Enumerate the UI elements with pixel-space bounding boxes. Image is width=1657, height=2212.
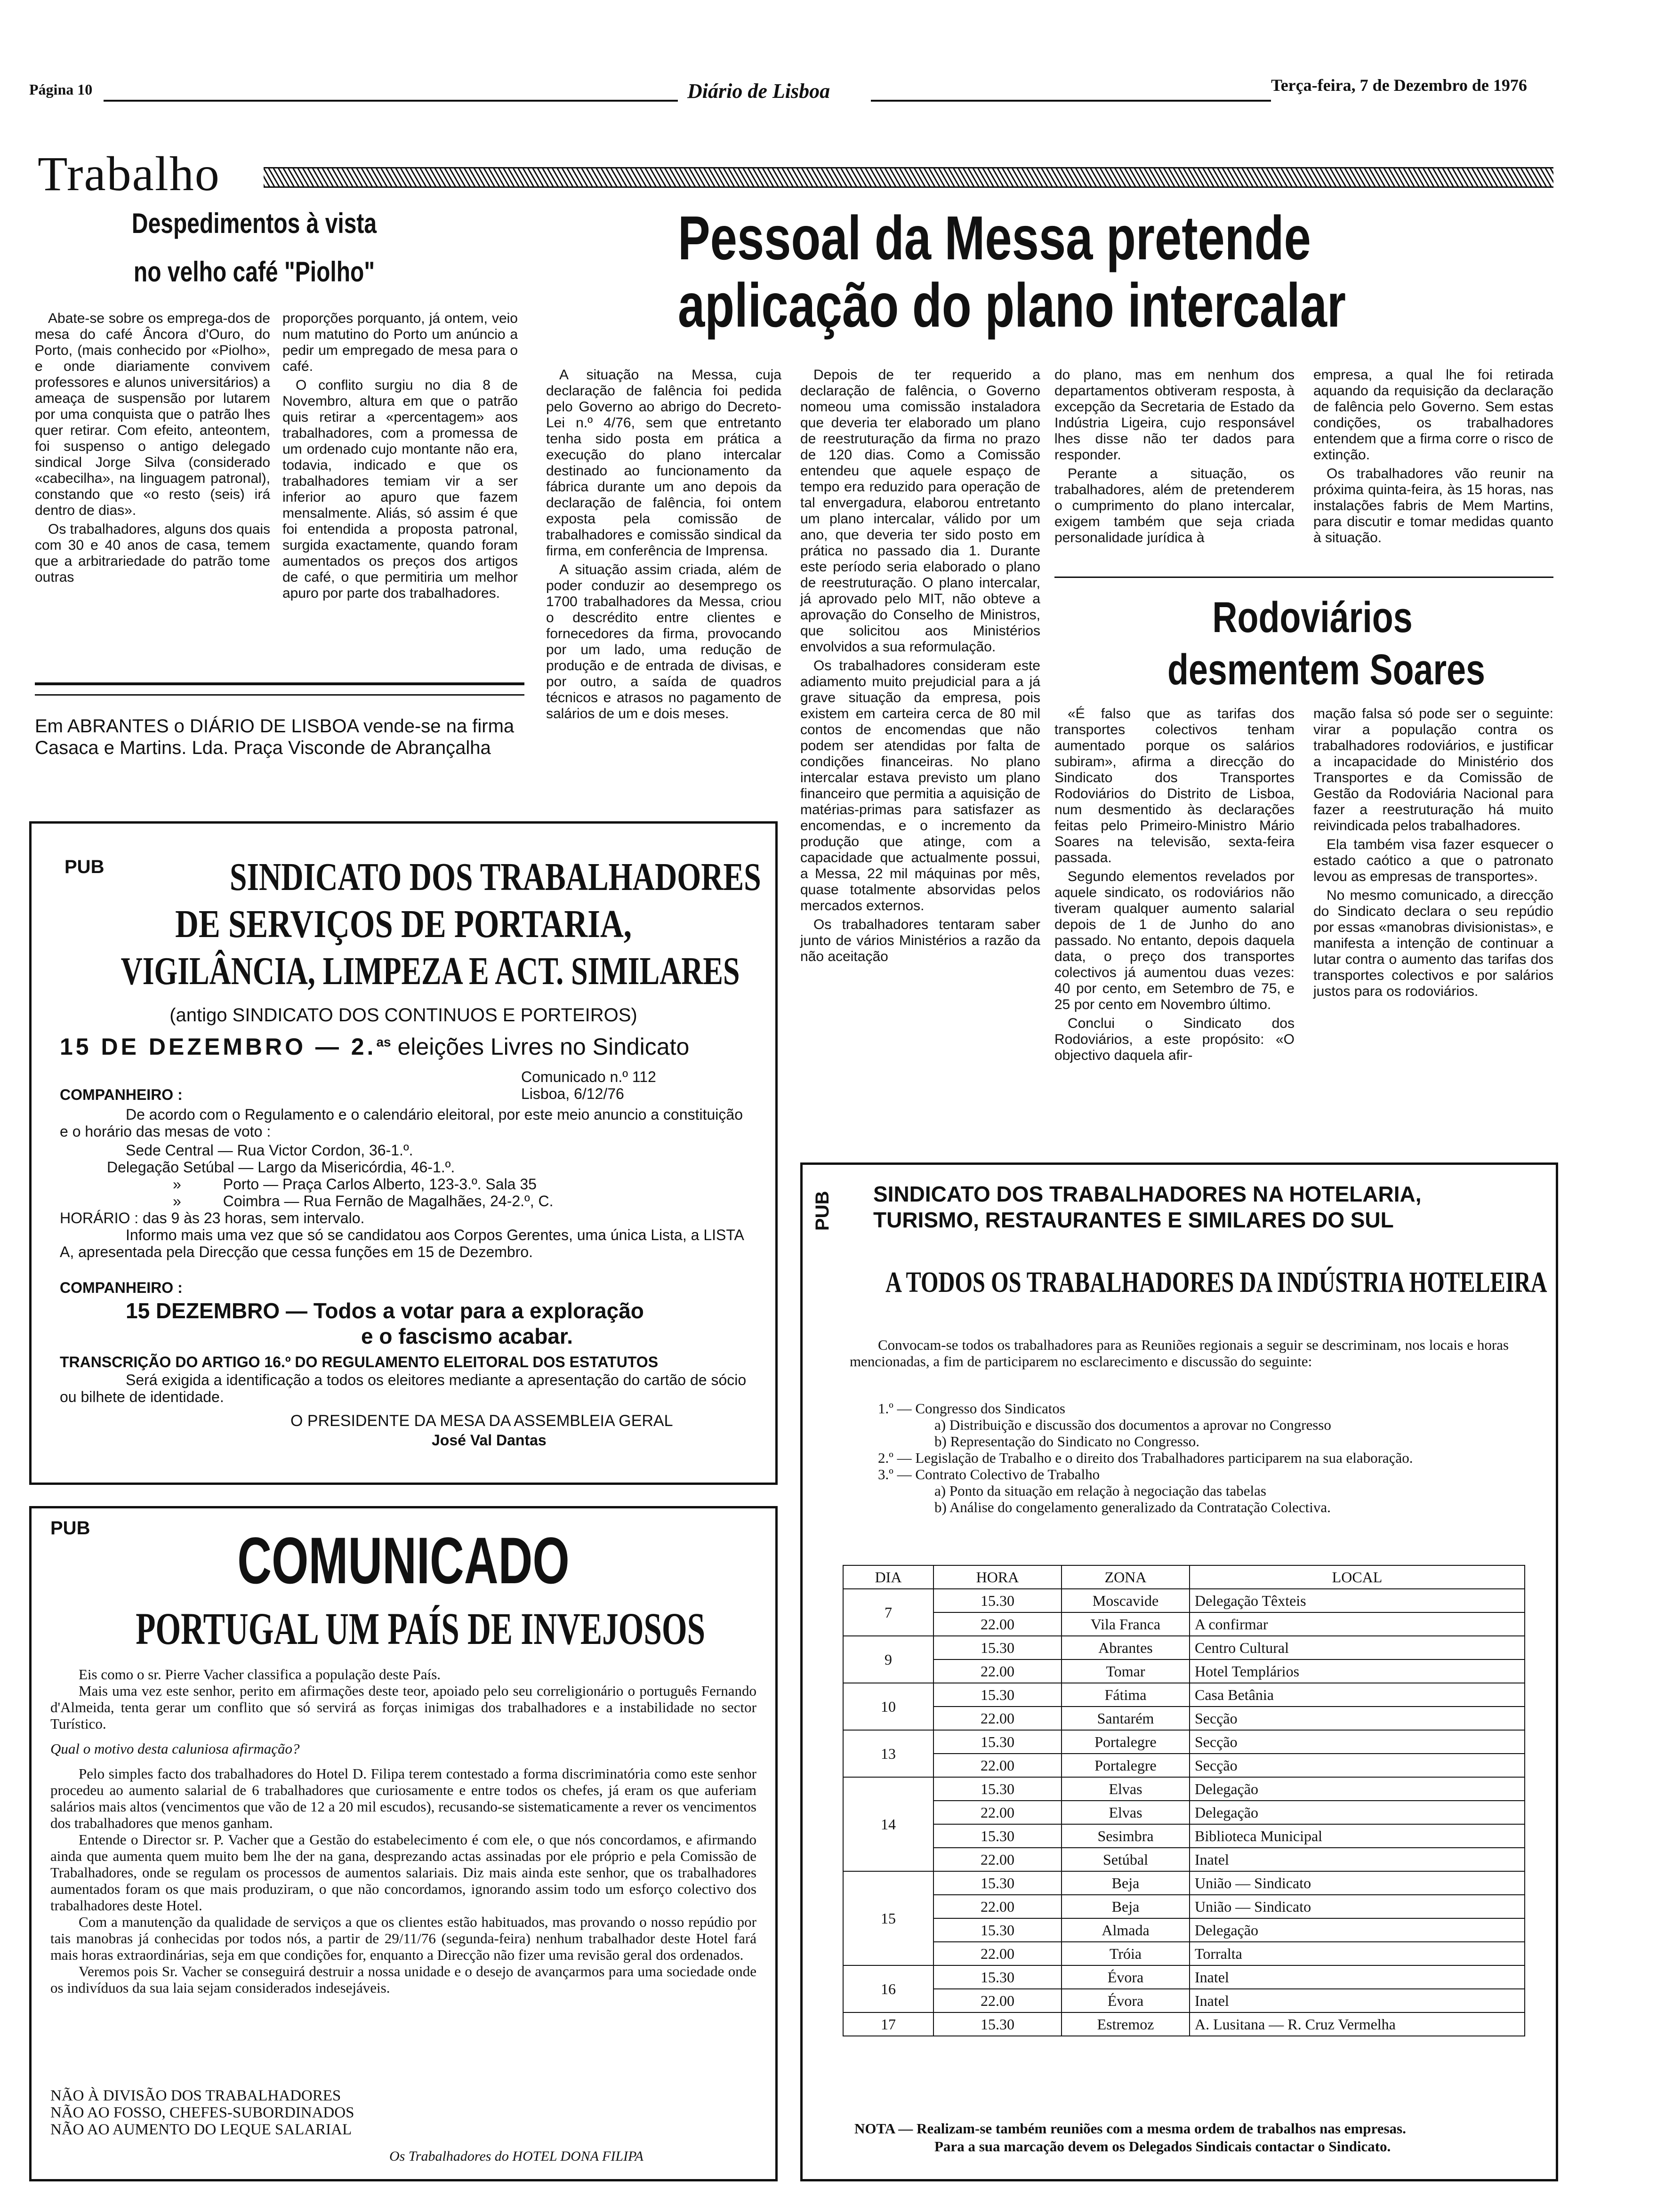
messa-paragraph: Os trabalhadores tentaram saber junto de vários Ministérios a razão da não aceitação <box>800 917 1040 964</box>
messa-paragraph: Depois de ter requerido a declaração de falência, o Governo nomeou uma comissão instaladora que deveria ter elaborado um plano de reestruturação da firma no prazo de 120 dias. Como a Comissão entendeu que aquele espaço de tempo era reduzido para operação de tal envergadura, elaborou entretanto um plano intercalar, válido por um ano, que deveria ter sido posto em prática no passado dia 1. Durante este período seria elaborado o plano de reestruturação. O plano intercalar, já aprovado pelo MIT, não obteve a aprovação do Conselho de Ministros, que solicitou aos Ministérios envolvidos a sua reformulação. <box>800 367 1040 655</box>
hotelaria-item: 3.º — Contrato Colectivo de Trabalho <box>878 1466 1100 1483</box>
schedule-zone-cell: Évora <box>1062 1965 1190 1989</box>
schedule-header-row <box>843 1565 1525 1589</box>
schedule-zone-cell: Setúbal <box>1062 1848 1190 1871</box>
messa-paragraph: do plano, mas em nenhum dos departamentos obtiveram resposta, à excepção da Secretaria de Estado da Indústria Ligeira, cujo responsável lhes disse não ter dados para responder. <box>1054 367 1295 463</box>
table-row <box>843 1871 1525 1895</box>
schedule-day-cell: 15 <box>843 1871 933 1965</box>
portaria-title-3: VIGILÂNCIA, LIMPEZA E ACT. SIMILARES <box>121 949 740 993</box>
messa-headline <box>678 202 1478 341</box>
schedule-table <box>843 1565 1525 2036</box>
comunicado-slogan: NÃO À DIVISÃO DOS TRABALHADORES <box>50 2087 341 2104</box>
messa-paragraph: Perante a situação, os trabalhadores, além de pretenderem o cumprimento do plano intercalar, exigem também que seja criada personalidade jurídica à <box>1054 466 1295 545</box>
table-row <box>843 1895 1525 1918</box>
portaria-vote-1: 15 DEZEMBRO — Todos a votar para a exploração <box>126 1298 644 1323</box>
schedule-day-cell: 16 <box>843 1965 933 2012</box>
schedule-hour-cell: 22.00 <box>933 1895 1062 1918</box>
comunicado-body <box>50 1666 756 1996</box>
schedule-local-cell: Inatel <box>1190 1965 1525 1989</box>
piolho-column-2 <box>282 311 518 604</box>
portaria-delegacao-1: Delegação Setúbal — Largo da Misericórdia, 46-1.º. <box>107 1159 455 1176</box>
portaria-title-2: DE SERVIÇOS DE PORTARIA, <box>175 902 632 946</box>
table-row <box>843 1707 1525 1730</box>
piolho-column-1 <box>35 311 270 588</box>
comunicado-paragraph: Com a manutenção da qualidade de serviços a que os clientes estão habituados, mas provando o nosso repúdio por tais manobras já conhecidas por todos nós, a partir de 29/11/76 (segunda-feira) nenhum trabalhador deste Hotel fará mais horas extraordinárias, seja em que condições for, enquanto a Direcção não fizer uma revisão geral dos ordenados. <box>50 1914 756 1963</box>
schedule-local-cell: A confirmar <box>1190 1612 1525 1636</box>
schedule-zone-cell: Fátima <box>1062 1683 1190 1707</box>
page-date: Terça-feira, 7 de Dezembro de 1976 <box>1271 76 1527 95</box>
rodoviarios-headline-line2: desmentem Soares <box>1167 646 1485 694</box>
messa-paragraph: A situação na Messa, cuja declaração de falência foi pedida pelo Governo ao abrigo do Decreto-Lei n.º 4/76, sem que entretanto tenha sido posta em prática a execução do plano intercalar destinado ao funcionamento da fábrica durante um ano depois da declaração de falência, foi ontem exposta pela comissão de trabalhadores e comissão sindical da firma, em conferência de Imprensa. <box>546 367 781 559</box>
schedule-hour-cell: 22.00 <box>933 1989 1062 2012</box>
header-rule-left <box>104 100 678 102</box>
messa-column-1 <box>546 367 781 725</box>
portaria-subtitle: (antigo SINDICATO DOS CONTINUOS E PORTEIROS) <box>169 1005 637 1026</box>
hotelaria-items <box>878 1400 1518 1515</box>
schedule-local-cell: Delegação <box>1190 1801 1525 1824</box>
schedule-header-cell: DIA <box>843 1565 933 1589</box>
table-row <box>843 1989 1525 2012</box>
schedule-local-cell: A. Lusitana — R. Cruz Vermelha <box>1190 2012 1525 2036</box>
schedule-hour-cell: 22.00 <box>933 1707 1062 1730</box>
schedule-hour-cell: 15.30 <box>933 1965 1062 1989</box>
table-row <box>843 2012 1525 2036</box>
portaria-transcricao: TRANSCRIÇÃO DO ARTIGO 16.º DO REGULAMENTO ELEITORAL DOS ESTATUTOS <box>60 1354 659 1370</box>
schedule-local-cell: Inatel <box>1190 1848 1525 1871</box>
messa-paragraph: A situação assim criada, além de poder conduzir ao desemprego os 1700 trabalhadores da Messa, criou o descrédito entre clientes e fornecedores da firma, provocando por um lado, uma redução de produção e de entrada de divisas, e por outro, a saída de quadros técnicos e atrasos no pagamento de salários de um e dois meses. <box>546 562 781 721</box>
schedule-zone-cell: Estremoz <box>1062 2012 1190 2036</box>
rodoviarios-paragraph: Conclui o Sindicato dos Rodoviários, a este propósito: «O objectivo daquela afir- <box>1054 1016 1295 1063</box>
schedule-zone-cell: Sesimbra <box>1062 1824 1190 1848</box>
schedule-hour-cell: 22.00 <box>933 1848 1062 1871</box>
comunicado-paragraph: Pelo simples facto dos trabalhadores do Hotel D. Filipa terem contestado a forma discriminatória como este senhor procedeu ao aumento salarial de 6 trabalhadores que curiosamente e entre todos os chefes, já eram os que auferiam salários mais altos (vencimentos que vão de 12 a 20 mil escudos), recusando-se sistematicamente a rever os vencimentos dos trabalhadores que menos ganham. <box>50 1765 756 1831</box>
header-rule-right <box>871 100 1271 102</box>
messa-paragraph: Os trabalhadores consideram este adiamento muito prejudicial para a já grave situação da empresa, pois existem em carteira cerca de 80 mil contos de encomendas que não podem ser atendidas por falta de condições financeiras. No plano intercalar estava previsto um plano financeiro que permitia a aquisição de matérias-primas para satisfazer as encomendas, e o incremento da produção que atinge, com a capacidade que actualmente possui, a Messa, 22 mil máquinas por mês, quase totalmente absorvidas pelos mercados externos. <box>800 658 1040 914</box>
messa-column-2 <box>800 367 1040 968</box>
table-row <box>843 1942 1525 1965</box>
piolho-end-rule <box>35 682 524 685</box>
piolho-end-rule-thin <box>35 694 524 696</box>
comunicado-question: Qual o motivo desta caluniosa afirmação? <box>50 1740 300 1757</box>
comunicado-signature: Os Trabalhadores do HOTEL DONA FILIPA <box>389 2148 643 2164</box>
comunicado-title: COMUNICADO <box>237 1523 570 1597</box>
portaria-date-b: eleições Livres no Sindicato <box>391 1034 690 1060</box>
portaria-ad <box>29 821 778 1485</box>
schedule-local-cell: Torralta <box>1190 1942 1525 1965</box>
schedule-zone-cell: Moscavide <box>1062 1589 1190 1612</box>
table-row <box>843 1801 1525 1824</box>
rodoviarios-column-2 <box>1313 706 1553 1002</box>
schedule-local-cell: Inatel <box>1190 1989 1525 2012</box>
schedule-local-cell: Secção <box>1190 1754 1525 1777</box>
schedule-day-cell: 7 <box>843 1589 933 1636</box>
schedule-header-cell: HORA <box>933 1565 1062 1589</box>
schedule-zone-cell: Tróia <box>1062 1942 1190 1965</box>
comunicado-slogan: NÃO AO FOSSO, CHEFES-SUBORDINADOS <box>50 2104 354 2121</box>
schedule-day-cell: 10 <box>843 1683 933 1730</box>
table-row <box>843 1683 1525 1707</box>
hotelaria-intro: Convocam-se todos os trabalhadores para as Reuniões regionais a seguir se descriminam, nos locais e horas mencionadas, a fim de participarem no esclarecimento e discussão do seguinte: <box>850 1337 1509 1370</box>
table-row <box>843 1824 1525 1848</box>
portaria-president: O PRESIDENTE DA MESA DA ASSEMBLEIA GERAL <box>290 1412 673 1430</box>
schedule-local-cell: Secção <box>1190 1707 1525 1730</box>
table-row <box>843 1636 1525 1659</box>
pub-label-vertical: PUB <box>812 1191 833 1231</box>
piolho-paragraph: O conflito surgiu no dia 8 de Novembro, altura em que o patrão quis retirar a «percentagem» aos trabalhadores, com a promessa de um ordenado cujo montante não era, todavia, indicado e que os trabalhadores temiam vir a ser inferior ao apuro que fazem mensalmente. Aliás, só assim é que foi entendida a proposta patronal, surgida exactamente, quando foram aumentados os preços dos artigos de café, o que permitiria um melhor apuro por parte dos trabalhadores. <box>282 377 518 601</box>
piolho-headline <box>122 207 452 288</box>
pub-label: PUB <box>50 1518 90 1539</box>
portaria-delegacao-3: » Coimbra — Rua Fernão de Magalhães, 24-2.º, C. <box>173 1193 554 1210</box>
portaria-companheiro: COMPANHEIRO : <box>60 1086 183 1103</box>
table-row <box>843 1730 1525 1754</box>
masthead: Diário de Lisboa <box>687 80 830 103</box>
schedule-local-cell: Delegação Têxteis <box>1190 1589 1525 1612</box>
hotelaria-item: 1.º — Congresso dos Sindicatos <box>878 1400 1065 1417</box>
portaria-date-a: 15 DE DEZEMBRO — 2. <box>60 1034 377 1060</box>
rodoviarios-paragraph: Segundo elementos revelados por aquele sindicato, os rodoviários não tiveram qualquer aumento salarial depois de 1 de Junho do ano passado. No entanto, depois daquela data, o preço dos transportes colectivos já aumentou duas vezes: 40 por cento, em Setembro de 75, e 25 por cento em Novembro último. <box>1054 869 1295 1012</box>
hotelaria-nota-2: Para a sua marcação devem os Delegados Sindicais contactar o Sindicato. <box>934 2138 1391 2155</box>
schedule-day-cell: 14 <box>843 1777 933 1871</box>
schedule-local-cell: União — Sindicato <box>1190 1895 1525 1918</box>
schedule-hour-cell: 15.30 <box>933 2012 1062 2036</box>
rodoviarios-headline-line1: Rodoviários <box>1212 593 1413 641</box>
schedule-body <box>843 1589 1525 2036</box>
comunicado-paragraph: Eis como o sr. Pierre Vacher classifica a população deste País. <box>79 1666 441 1683</box>
schedule-zone-cell: Elvas <box>1062 1777 1190 1801</box>
schedule-hour-cell: 15.30 <box>933 1777 1062 1801</box>
schedule-local-cell: Hotel Templários <box>1190 1659 1525 1683</box>
messa-paragraph: empresa, a qual lhe foi retirada aquando da requisição da declaração de falência pelo Governo. Sem estas condições, os trabalhadores entendem que a firma corre o risco de extinção. <box>1313 367 1553 463</box>
table-row <box>843 1754 1525 1777</box>
messa-column-4 <box>1313 367 1553 549</box>
table-row <box>843 1659 1525 1683</box>
hotelaria-item: a) Ponto da situação em relação à negociação das tabelas <box>934 1483 1266 1499</box>
schedule-zone-cell: Almada <box>1062 1918 1190 1942</box>
schedule-hour-cell: 22.00 <box>933 1612 1062 1636</box>
schedule-local-cell: Centro Cultural <box>1190 1636 1525 1659</box>
schedule-hour-cell: 22.00 <box>933 1801 1062 1824</box>
rodoviarios-column-1 <box>1054 706 1295 1066</box>
portaria-place-date: Lisboa, 6/12/76 <box>521 1085 624 1102</box>
schedule-zone-cell: Beja <box>1062 1895 1190 1918</box>
schedule-header-cell: LOCAL <box>1190 1565 1525 1589</box>
comunicado-slogan: NÃO AO AUMENTO DO LEQUE SALARIAL <box>50 2121 352 2138</box>
hotelaria-nota-1: NOTA — Realizam-se também reuniões com a mesma ordem de trabalhos nas empresas. <box>854 2120 1406 2137</box>
schedule-header-cell: ZONA <box>1062 1565 1190 1589</box>
schedule-local-cell: União — Sindicato <box>1190 1871 1525 1895</box>
hotelaria-title-1: SINDICATO DOS TRABALHADORES NA HOTELARIA, <box>873 1182 1422 1206</box>
comunicado-paragraph: Mais uma vez este senhor, perito em afirmações deste teor, apoiado pelo seu correligionário o português Fernando d'Almeida, tenta gerar um conflito que só servirá as forças inimigas dos trabalhadores e a instabilidade no sector Turístico. <box>50 1683 756 1732</box>
table-row <box>843 1848 1525 1871</box>
schedule-zone-cell: Portalegre <box>1062 1754 1190 1777</box>
portaria-vote-2: e o fascismo acabar. <box>361 1324 573 1348</box>
pub-label: PUB <box>64 857 105 877</box>
comunicado-paragraph: Entende o Director sr. P. Vacher que a Gestão do estabelecimento é com ele, o que nós concordamos, e afirmando ainda que aumenta quem muito bem lhe der na gana, desprezando actas assinadas por ele próprio e pela Comissão de Trabalhadores, onde se regulam os processos de aumentos salariais. Diz mais ainda este senhor, que os trabalhadores aumentados foram os que mais produziram, o que não concordamos, ignorando assim todo um esforço colectivo dos trabalhadores deste Hotel. <box>50 1831 756 1914</box>
portaria-horario: HORÁRIO : das 9 às 23 horas, sem intervalo. <box>60 1210 365 1226</box>
rodoviarios-paragraph: «É falso que as tarifas dos transportes colectivos tenham aumentado porque os salários subiram», afirma a direcção do Sindicato dos Transportes Rodoviários do Distrito de Lisboa, num desmentido às declarações feitas pelo Primeiro-Ministro Mário Soares na televisão, sexta-feira passada. <box>1054 706 1295 866</box>
rodoviarios-paragraph: No mesmo comunicado, a direcção do Sindicato declara o seu repúdio por essas «manobras divisionistas», e manifesta a intenção de continuar a lutar contra o aumento das tarifas dos transportes colectivos e por salários justos para os rodoviários. <box>1313 888 1553 999</box>
schedule-hour-cell: 15.30 <box>933 1730 1062 1754</box>
rodoviarios-paragraph: Ela também visa fazer esquecer o estado caótico a que o patronato levou as empresas de transportes». <box>1313 837 1553 884</box>
messa-headline-line1: Pessoal da Messa pretende <box>678 203 1311 272</box>
schedule-hour-cell: 15.30 <box>933 1636 1062 1659</box>
messa-end-rule <box>1054 577 1553 578</box>
schedule-zone-cell: Santarém <box>1062 1707 1190 1730</box>
schedule-hour-cell: 15.30 <box>933 1683 1062 1707</box>
schedule-hour-cell: 15.30 <box>933 1589 1062 1612</box>
portaria-comunicado: Comunicado n.º 112 <box>521 1068 656 1085</box>
schedule-day-cell: 9 <box>843 1636 933 1683</box>
table-row <box>843 1589 1525 1612</box>
schedule-zone-cell: Beja <box>1062 1871 1190 1895</box>
hotelaria-title-2: TURISMO, RESTAURANTES E SIMILARES DO SUL <box>873 1208 1394 1232</box>
comunicado-ad <box>29 1506 778 2181</box>
portaria-companheiro-2: COMPANHEIRO : <box>60 1279 183 1296</box>
hotelaria-item: a) Distribuição e discussão dos documentos a aprovar no Congresso <box>934 1417 1331 1433</box>
table-row <box>843 1918 1525 1942</box>
schedule-day-cell: 17 <box>843 2012 933 2036</box>
schedule-hour-cell: 15.30 <box>933 1871 1062 1895</box>
messa-headline-line2: aplicação do plano intercalar <box>678 271 1346 340</box>
schedule-zone-cell: Vila Franca <box>1062 1612 1190 1636</box>
schedule-hour-cell: 15.30 <box>933 1824 1062 1848</box>
portaria-para2: Informo mais uma vez que só se candidatou aos Corpos Gerentes, uma única Lista, a LISTA A, apresentada pela Direcção que cessa funções em 15 de Dezembro. <box>60 1226 744 1260</box>
hotelaria-item: 2.º — Legislação de Trabalho e o direito dos Trabalhadores participarem na sua elaboração. <box>878 1450 1413 1466</box>
table-row <box>843 1612 1525 1636</box>
piolho-headline-line1: Despedimentos à vista <box>131 208 377 239</box>
schedule-local-cell: Delegação <box>1190 1777 1525 1801</box>
schedule-zone-cell: Portalegre <box>1062 1730 1190 1754</box>
schedule-zone-cell: Évora <box>1062 1989 1190 2012</box>
portaria-title-1: SINDICATO DOS TRABALHADORES <box>230 855 761 899</box>
portaria-signature: José Val Dantas <box>432 1432 547 1449</box>
page-number: Página 10 <box>29 81 93 98</box>
portaria-date-line <box>60 1033 689 1060</box>
messa-paragraph: Os trabalhadores vão reunir na próxima quinta-feira, às 15 horas, nas instalações fabris de Mem Martins, para discutir e tomar medidas quanto à situação. <box>1313 466 1553 545</box>
piolho-paragraph: Os trabalhadores, alguns dos quais com 30 e 40 anos de casa, temem que a arbitrariedade do patrão tome outras <box>35 521 270 585</box>
table-row <box>843 1777 1525 1801</box>
comunicado-paragraph: Veremos pois Sr. Vacher se conseguirá destruir a nossa unidade e o desejo de avançarmos para uma sociedade onde os indivíduos da sua laia sejam considerados indesejáveis. <box>50 1963 756 1996</box>
portaria-sede: Sede Central — Rua Victor Cordon, 36-1.º. <box>126 1142 413 1159</box>
hotelaria-headline: A TODOS OS TRABALHADORES DA INDÚSTRIA HOTELEIRA <box>885 1266 1547 1298</box>
schedule-local-cell: Casa Betânia <box>1190 1683 1525 1707</box>
portaria-delegacao-2: » Porto — Praça Carlos Alberto, 123-3.º. Sala 35 <box>173 1176 537 1193</box>
schedule-hour-cell: 22.00 <box>933 1659 1062 1683</box>
schedule-zone-cell: Elvas <box>1062 1801 1190 1824</box>
comunicado-subtitle: PORTUGAL UM PAÍS DE INVEJOSOS <box>136 1603 706 1654</box>
schedule-hour-cell: 22.00 <box>933 1942 1062 1965</box>
hotelaria-item: b) Representação do Sindicato no Congresso. <box>934 1433 1200 1450</box>
portaria-date-sup: as <box>376 1034 391 1050</box>
portaria-para1: De acordo com o Regulamento e o calendário eleitoral, por este meio anuncio a constituição e o horário das mesas de voto : <box>60 1106 743 1140</box>
schedule-local-cell: Secção <box>1190 1730 1525 1754</box>
rodoviarios-paragraph: mação falsa só pode ser o seguinte: virar a população contra os trabalhadores rodoviários, e justificar a incapacidade do Ministério dos Transportes e da Comissão de Gestão da Rodoviária Nacional para fazer a reestruturação há muito reivindicada pelos trabalhadores. <box>1313 706 1553 834</box>
table-row <box>843 1965 1525 1989</box>
piolho-headline-line2: no velho café "Piolho" <box>133 256 375 288</box>
schedule-local-cell: Biblioteca Municipal <box>1190 1824 1525 1848</box>
hotelaria-item: b) Análise do congelamento generalizado da Contratação Colectiva. <box>934 1499 1331 1515</box>
piolho-paragraph: Abate-se sobre os emprega-dos de mesa do café Âncora d'Ouro, do Porto, (mais conhecido por «Piolho», e onde diariamente convivem professores e alunos universitários) a ameaça de suspensão por lutarem por uma conquista que o patrão lhes quer retirar. Com efeito, anteontem, foi suspenso o antigo delegado sindical Jorge Silva (considerado «cabecilha», na linguagem patronal), constando que «o resto (seis) irá dentro de dias». <box>35 311 270 518</box>
messa-column-3 <box>1054 367 1295 549</box>
schedule-day-cell: 13 <box>843 1730 933 1777</box>
schedule-hour-cell: 15.30 <box>933 1918 1062 1942</box>
section-title: Trabalho <box>38 147 220 201</box>
schedule-zone-cell: Tomar <box>1062 1659 1190 1683</box>
schedule-local-cell: Delegação <box>1190 1918 1525 1942</box>
abrantes-notice: Em ABRANTES o DIÁRIO DE LISBOA vende-se na firma Casaca e Martins. Lda. Praça Visconde de Abrançalha <box>35 716 515 758</box>
piolho-paragraph: proporções porquanto, já ontem, veio num matutino do Porto um anúncio a pedir um empregado de mesa para o café. <box>282 311 518 374</box>
schedule-zone-cell: Abrantes <box>1062 1636 1190 1659</box>
portaria-para3: Será exigida a identificação a todos os eleitores mediante a apresentação do cartão de sócio ou bilhete de identidade. <box>60 1371 747 1405</box>
rodoviarios-headline <box>1139 593 1488 695</box>
comunicado-slogans <box>50 2087 354 2138</box>
hotelaria-ad <box>800 1162 1558 2181</box>
section-hatch-rule <box>264 167 1553 188</box>
schedule-hour-cell: 22.00 <box>933 1754 1062 1777</box>
